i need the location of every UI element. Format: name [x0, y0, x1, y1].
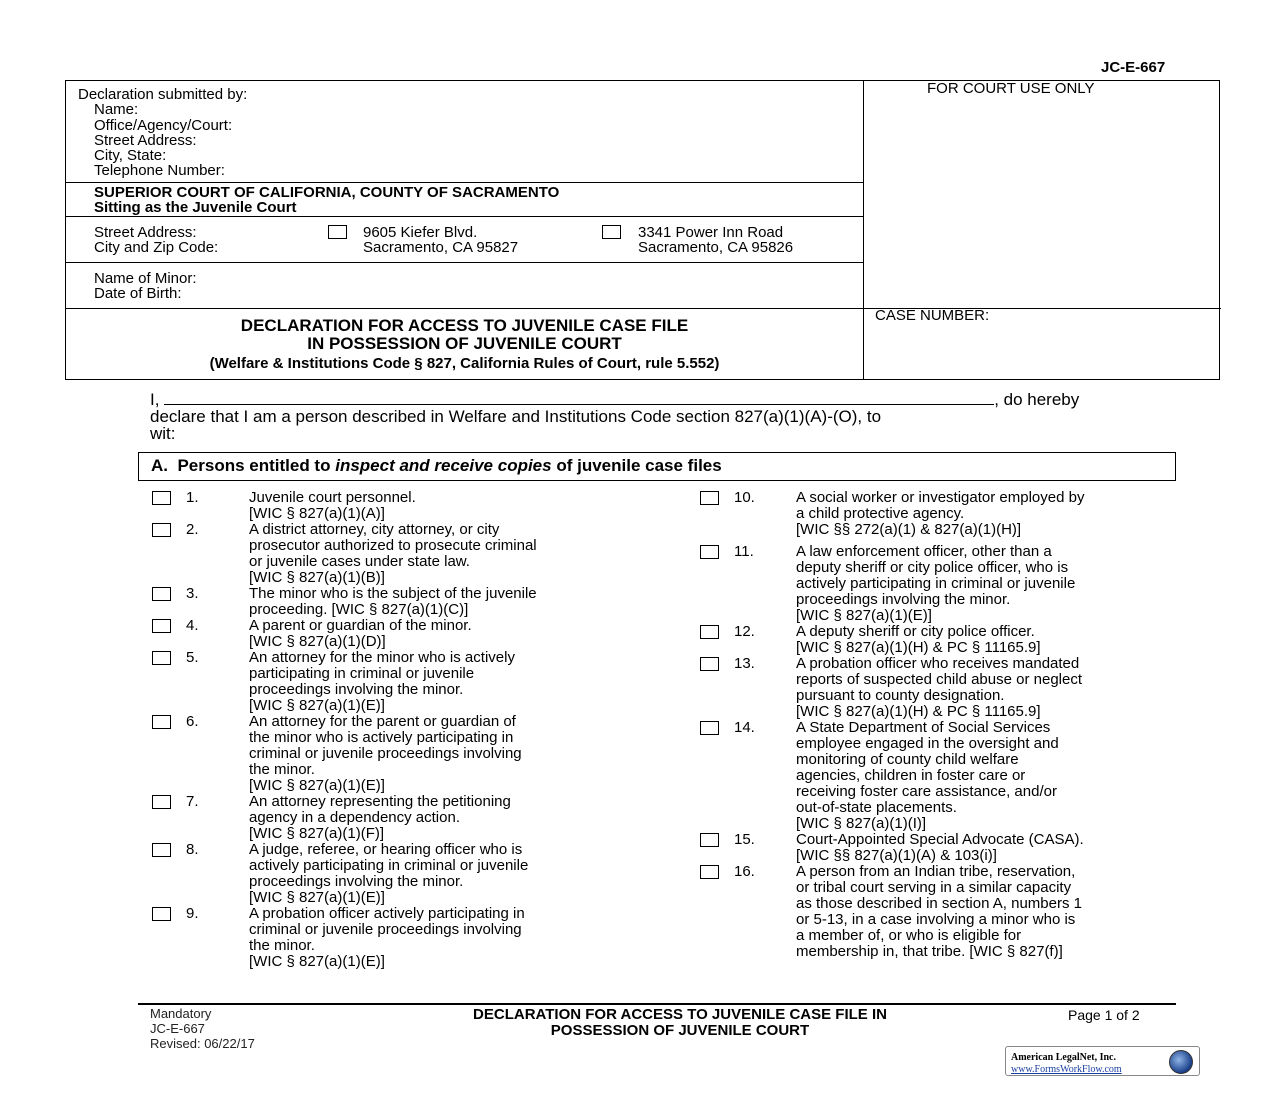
court-city-label: City and Zip Code:	[94, 239, 219, 256]
section-a-pre: Persons entitled to	[177, 456, 331, 475]
item-16-checkbox[interactable]	[700, 865, 719, 879]
item-text: An attorney representing the petitioning agency in a dependency action. [WIC § 827(a)(1)(F)]	[249, 793, 511, 842]
item-4-checkbox[interactable]	[152, 619, 171, 633]
case-number-field[interactable]: CASE NUMBER:	[875, 307, 990, 324]
court-street-label: Street Address:	[94, 224, 197, 241]
street-field[interactable]: Street Address:	[94, 132, 197, 149]
item-text: An attorney for the parent or guardian of the minor who is actively participating in criminal or juvenile proceedings involving the minor. [WIC § 827(a)(1)(E)]	[249, 713, 522, 794]
item-number: 8.	[186, 841, 199, 858]
item-number: 11.	[734, 543, 754, 560]
item-text: A parent or guardian of the minor. [WIC § 827(a)(1)(D)]	[249, 617, 472, 650]
intro-prefix: I,	[150, 390, 160, 409]
item-text: A State Department of Social Services employee engaged in the oversight and monitoring of county child welfare agencies, children in foster care or receiving foster care assistance, and/or out-of-state placements. [WIC § 827(a)(1)(I)]	[796, 719, 1059, 832]
item-number: 12.	[734, 623, 755, 640]
section-a-post: of juvenile case files	[556, 456, 722, 475]
divider	[66, 182, 863, 183]
caption-box	[65, 80, 1220, 380]
section-a-heading	[138, 452, 1176, 481]
section-a-letter: A.	[151, 456, 168, 475]
telephone-field[interactable]: Telephone Number:	[94, 162, 225, 179]
item-3-checkbox[interactable]	[152, 587, 171, 601]
item-13-checkbox[interactable]	[700, 657, 719, 671]
item-number: 9.	[186, 905, 199, 922]
item-11-checkbox[interactable]	[700, 545, 719, 559]
logo-website-link[interactable]: www.FormsWorkFlow.com	[1011, 1064, 1122, 1075]
item-12-checkbox[interactable]	[700, 625, 719, 639]
item-text: Court-Appointed Special Advocate (CASA). [WIC §§ 827(a)(1)(A) & 103(i)]	[796, 831, 1084, 864]
item-14-checkbox[interactable]	[700, 721, 719, 735]
item-text: A district attorney, city attorney, or city prosecutor authorized to prosecute criminal or juvenile cases under state law. [WIC § 827(a)(1)(B)]	[249, 521, 537, 586]
location-kiefer-checkbox[interactable]	[328, 225, 347, 239]
court-subtitle: Sitting as the Juvenile Court	[94, 199, 297, 216]
item-number: 5.	[186, 649, 199, 666]
office-field[interactable]: Office/Agency/Court:	[94, 117, 233, 134]
item-7-checkbox[interactable]	[152, 795, 171, 809]
form-title-line1: DECLARATION FOR ACCESS TO JUVENILE CASE FILE	[240, 316, 689, 335]
item-text: An attorney for the minor who is actively participating in criminal or juvenile proceedings involving the minor. [WIC § 827(a)(1)(E)]	[249, 649, 515, 714]
item-number: 7.	[186, 793, 199, 810]
item-text: A social worker or investigator employed by a child protective agency. [WIC §§ 272(a)(1) & 827(a)(1)(H)]	[796, 489, 1085, 538]
location1-city: Sacramento, CA 95827	[363, 239, 519, 256]
intro-line2: declare that I am a person described in Welfare and Institutions Code section 827(a)(1)(A)-(O), to	[150, 407, 882, 426]
declaration-submitted-by-label: Declaration submitted by:	[78, 86, 248, 103]
item-text: A deputy sheriff or city police officer. [WIC § 827(a)(1)(H) & PC § 11165.9]	[796, 623, 1041, 656]
item-number: 4.	[186, 617, 199, 634]
publisher-logo[interactable]	[1005, 1046, 1200, 1076]
item-9-checkbox[interactable]	[152, 907, 171, 921]
item-text: A law enforcement officer, other than a deputy sheriff or city police officer, who is actively participating in criminal or juvenile proceedings involving the minor. [WIC § 827(a)(1)(E)]	[796, 543, 1076, 624]
divider	[66, 262, 863, 263]
item-text: A probation officer actively participating in criminal or juvenile proceedings involving the minor. [WIC § 827(a)(1)(E)]	[249, 905, 525, 970]
footer-title-line2: POSSESSION OF JUVENILE COURT	[550, 1022, 810, 1039]
divider	[66, 216, 863, 217]
footer-title-line1: DECLARATION FOR ACCESS TO JUVENILE CASE FILE IN	[473, 1006, 887, 1023]
item-text: A probation officer who receives mandated reports of suspected child abuse or neglect pursuant to county designation. [WIC § 827(a)(1)(H) & PC § 11165.9]	[796, 655, 1083, 720]
item-6-checkbox[interactable]	[152, 715, 171, 729]
form-title-line2: IN POSSESSION OF JUVENILE COURT	[307, 334, 622, 353]
location-power-inn-checkbox[interactable]	[602, 225, 621, 239]
date-of-birth-field[interactable]: Date of Birth:	[94, 285, 182, 302]
form-number: JC-E-667	[1101, 59, 1166, 76]
court-name: SUPERIOR COURT OF CALIFORNIA, COUNTY OF SACRAMENTO	[94, 184, 560, 201]
declaration-intro	[150, 391, 1160, 442]
declarant-name-field[interactable]	[164, 392, 994, 405]
item-text: The minor who is the subject of the juvenile proceeding. [WIC § 827(a)(1)(C)]	[249, 585, 537, 618]
location2-city: Sacramento, CA 95826	[638, 239, 794, 256]
form-title-citation: (Welfare & Institutions Code § 827, California Rules of Court, rule 5.552)	[209, 355, 720, 372]
footer-title	[380, 1007, 980, 1039]
item-15-checkbox[interactable]	[700, 833, 719, 847]
item-text: A person from an Indian tribe, reservation, or tribal court serving in a similar capacity as those described in section A, numbers 1 or 5-13, in a case involving a minor who is a member of, or who is eligible for membership in, that tribe. [WIC § 827(f)]	[796, 863, 1082, 960]
item-number: 1.	[186, 489, 199, 506]
section-a-italic: inspect and receive copies	[335, 456, 552, 475]
divider	[66, 308, 1221, 309]
item-text: Juvenile court personnel. [WIC § 827(a)(1)(A)]	[249, 489, 416, 522]
caption-divider	[863, 81, 864, 379]
item-number: 15.	[734, 831, 755, 848]
item-1-checkbox[interactable]	[152, 491, 171, 505]
item-10-checkbox[interactable]	[700, 491, 719, 505]
page-number: Page 1 of 2	[1068, 1007, 1140, 1023]
item-number: 14.	[734, 719, 755, 736]
name-field[interactable]: Name:	[94, 101, 139, 118]
location1-street: 9605 Kiefer Blvd.	[363, 224, 478, 241]
logo-company: American LegalNet, Inc.	[1011, 1052, 1116, 1063]
item-5-checkbox[interactable]	[152, 651, 171, 665]
footer-form-info: Mandatory JC-E-667 Revised: 06/22/17	[150, 1006, 255, 1051]
item-number: 6.	[186, 713, 199, 730]
intro-suffix: , do hereby	[994, 390, 1080, 409]
city-state-field[interactable]: City, State:	[94, 147, 167, 164]
item-8-checkbox[interactable]	[152, 843, 171, 857]
court-use-label: FOR COURT USE ONLY	[927, 80, 1095, 97]
item-number: 16.	[734, 863, 755, 880]
footer-divider	[138, 1003, 1176, 1005]
item-2-checkbox[interactable]	[152, 523, 171, 537]
item-number: 10.	[734, 489, 755, 506]
minor-name-field[interactable]: Name of Minor:	[94, 270, 197, 287]
location2-street: 3341 Power Inn Road	[638, 224, 784, 241]
item-number: 3.	[186, 585, 199, 602]
intro-line3: wit:	[150, 424, 176, 443]
globe-icon	[1169, 1050, 1193, 1074]
item-number: 13.	[734, 655, 755, 672]
item-text: A judge, referee, or hearing officer who is actively participating in criminal or juvenile proceedings involving the minor. [WIC § 827(a)(1)(E)]	[249, 841, 529, 906]
item-number: 2.	[186, 521, 199, 538]
